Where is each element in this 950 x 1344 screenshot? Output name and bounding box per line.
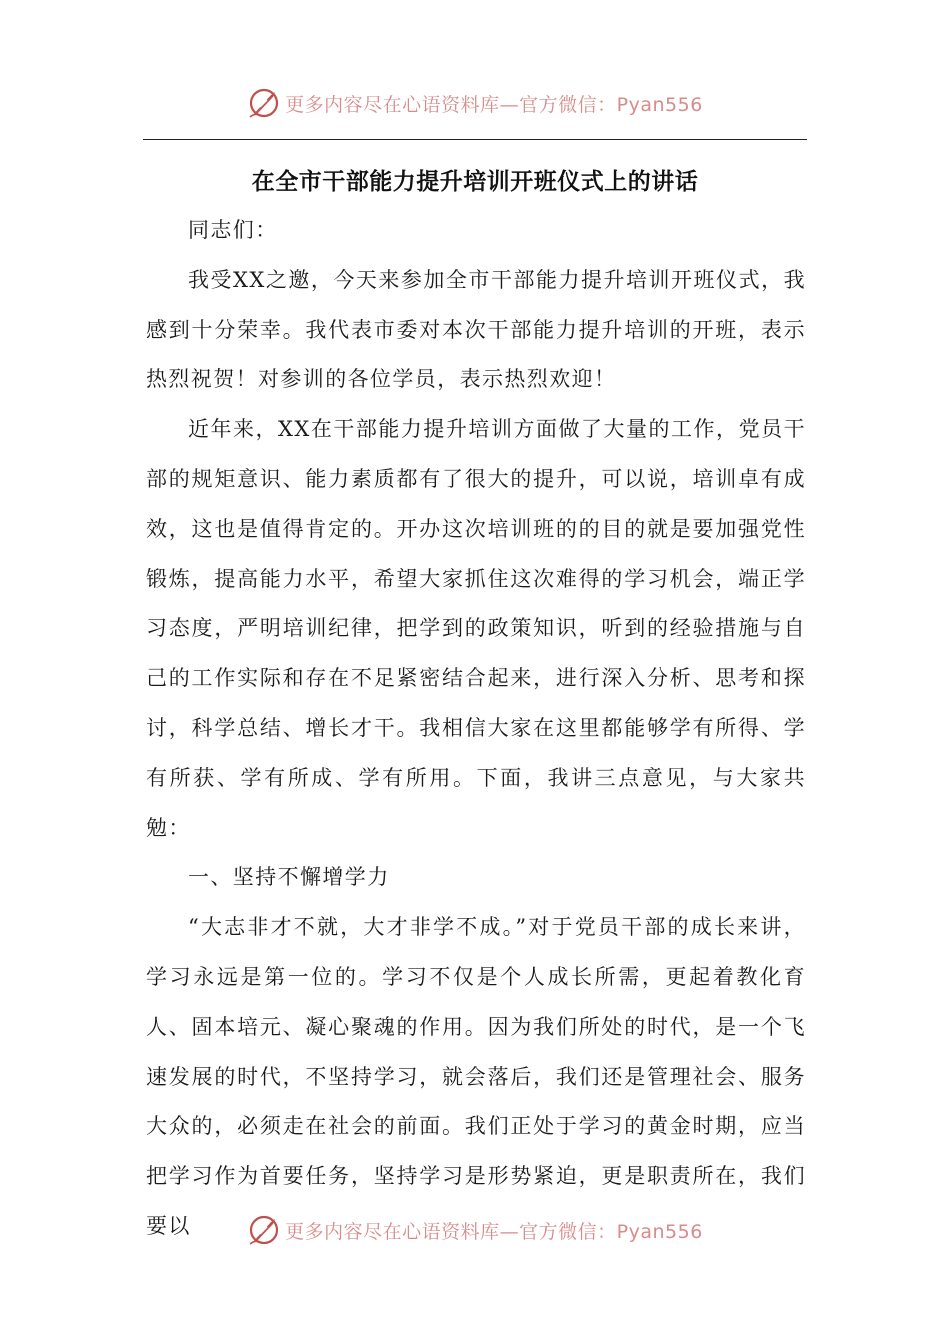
document-title: 在全市干部能力提升培训开班仪式上的讲话 [251, 169, 699, 195]
body-paragraph: “大志非才不就，大才非学不成。”对于党员干部的成长来讲，学习永远是第一位的。学习不仅是个人成长所需，更起着教化育人、固本培元、凝心聚魂的作用。因为我们所处的时代，是一个飞速发展的时代，不坚持学习，就会落后，我们还是管理社会、服务大众的，必须走在社会的前面。我们正处于学习的黄金时期，应当把学习作为首要任务，坚持学习是形势紧迫，更是职责所在，我们要以 [146, 915, 806, 1238]
quill-pen-logo-icon [247, 1213, 281, 1247]
salutation-paragraph: 同志们： [188, 218, 278, 242]
document-body [146, 206, 806, 1252]
quill-pen-logo-icon [247, 86, 281, 120]
banner-text: 更多内容尽在心语资料库—官方微信：Pyan556 [285, 1220, 703, 1243]
banner-text: 更多内容尽在心语资料库—官方微信：Pyan556 [285, 93, 703, 116]
header-divider [143, 139, 807, 140]
footer-banner [0, 1210, 950, 1250]
header-banner-content [247, 86, 703, 120]
footer-banner-content [247, 1213, 703, 1247]
body-paragraph: 近年来，XX在干部能力提升培训方面做了大量的工作，党员干部的规矩意识、能力素质都有了很大的提升，可以说，培训卓有成效，这也是值得肯定的。开办这次培训班的的目的就是要加强党性锻炼，提高能力水平，希望大家抓住这次难得的学习机会，端正学习态度，严明培训纪律，把学到的政策知识，听到的经验措施与自己的工作实际和存在不足紧密结合起来，进行深入分析、思考和探讨，科学总结、增长才干。我相信大家在这里都能够学有所得、学有所获、学有所成、学有所用。下面，我讲三点意见，与大家共勉： [146, 417, 806, 840]
header-banner [0, 83, 950, 123]
body-paragraph: 我受XX之邀，今天来参加全市干部能力提升培训开班仪式，我感到十分荣幸。我代表市委对本次干部能力提升培训的开班，表示热烈祝贺！对参训的各位学员，表示热烈欢迎！ [146, 267, 806, 392]
wechat-id: Pyan556 [616, 1220, 703, 1243]
section-heading: 一、坚持不懈增学力 [188, 865, 390, 890]
wechat-id: Pyan556 [616, 93, 703, 116]
